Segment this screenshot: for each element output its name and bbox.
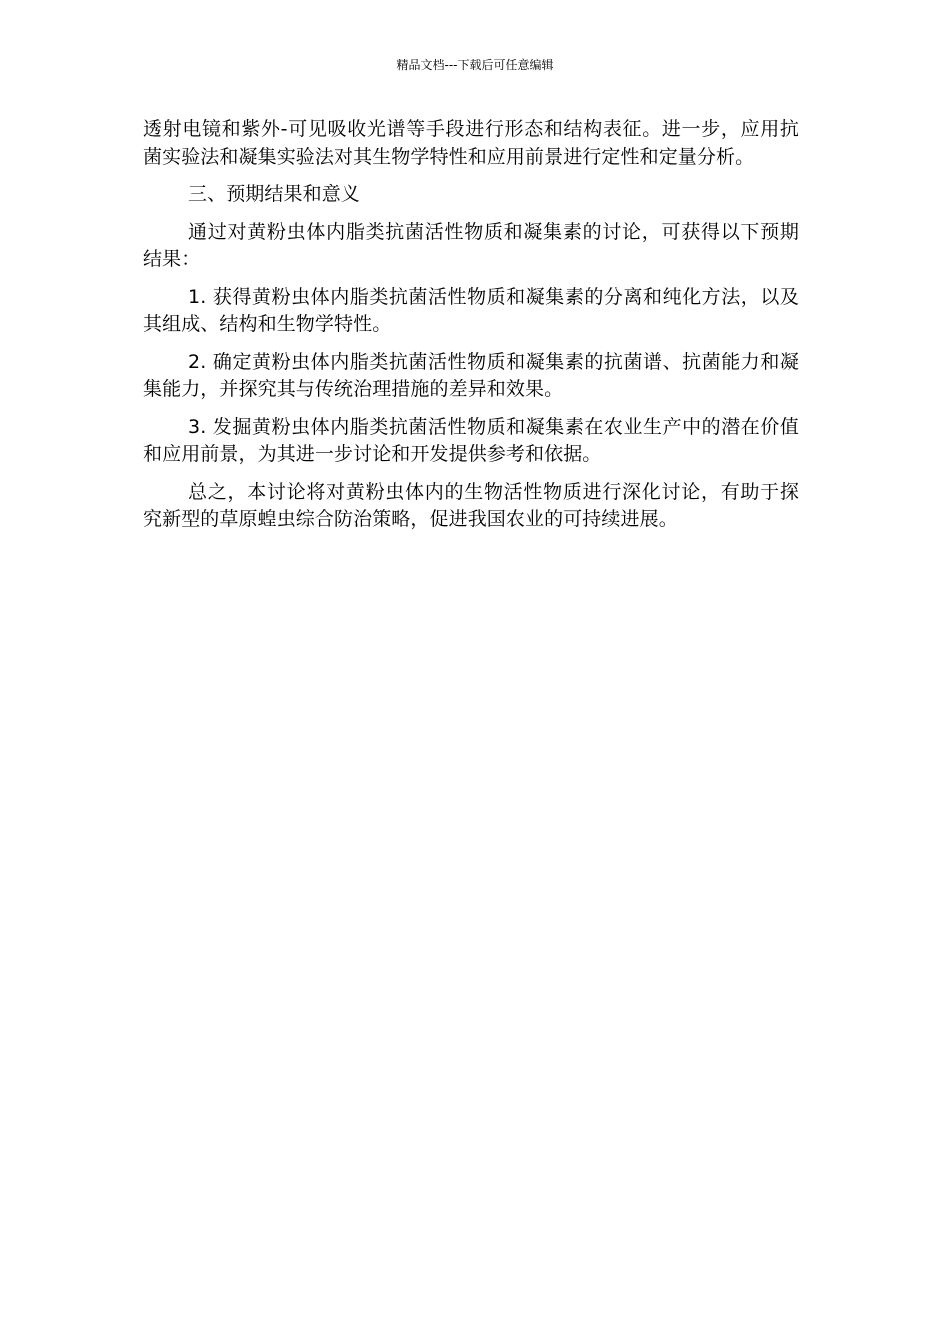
page-header: 精品文档---下载后可任意编辑: [396, 58, 554, 72]
paragraph-conclusion: 总之，本讨论将对黄粉虫体内的生物活性物质进行深化讨论，有助于探究新型的草原蝗虫综合防治策略，促进我国农业的可持续进展。: [143, 480, 799, 530]
list-item-result-3: 3. 发掘黄粉虫体内脂类抗菌活性物质和凝集素在农业生产中的潜在价值和应用前景，为其进一步讨论和开发提供参考和依据。: [143, 415, 799, 465]
paragraph-methods-continued: 透射电镜和紫外-可见吸收光谱等手段进行形态和结构表征。进一步，应用抗菌实验法和凝集实验法对其生物学特性和应用前景进行定性和定量分析。: [143, 118, 799, 168]
list-item-result-1: 1. 获得黄粉虫体内脂类抗菌活性物质和凝集素的分离和纯化方法，以及其组成、结构和生物学特性。: [143, 285, 799, 335]
section-heading-expected-results: 三、预期结果和意义: [188, 183, 360, 205]
paragraph-results-intro: 通过对黄粉虫体内脂类抗菌活性物质和凝集素的讨论，可获得以下预期结果：: [143, 220, 799, 270]
list-item-result-2: 2. 确定黄粉虫体内脂类抗菌活性物质和凝集素的抗菌谱、抗菌能力和凝集能力，并探究其与传统治理措施的差异和效果。: [143, 350, 799, 400]
document-body: [143, 116, 799, 544]
